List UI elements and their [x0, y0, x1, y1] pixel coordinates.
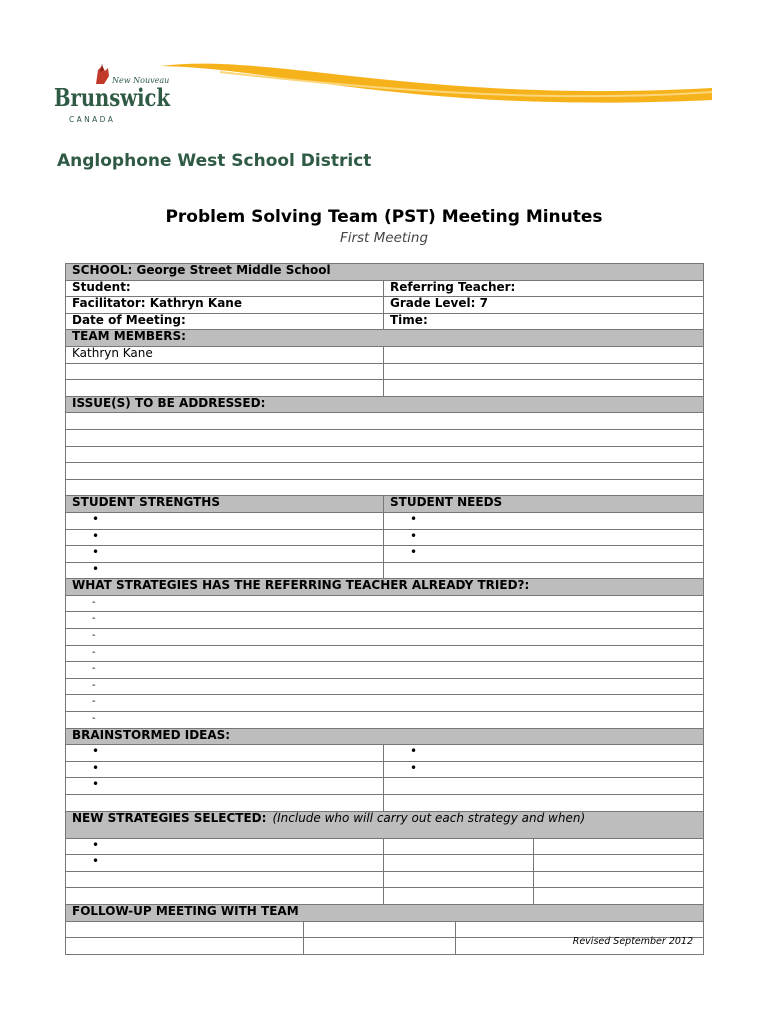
strength-item[interactable]: •	[66, 562, 384, 579]
strength-item[interactable]: •	[66, 512, 384, 529]
student-needs-header: STUDENT NEEDS	[384, 496, 704, 513]
strategy-tried-row[interactable]: -	[66, 712, 704, 729]
issues-header: ISSUE(S) TO BE ADDRESSED:	[66, 396, 704, 413]
new-strategy-when[interactable]	[534, 855, 704, 872]
followup-header: FOLLOW-UP MEETING WITH TEAM	[66, 904, 704, 921]
idea-item[interactable]: •	[384, 761, 704, 778]
header-swoosh	[160, 58, 712, 128]
page-subtitle: First Meeting	[339, 230, 429, 246]
idea-item[interactable]: •	[66, 745, 384, 762]
new-strategy-who[interactable]	[384, 855, 534, 872]
school-field: SCHOOL: George Street Middle School	[66, 264, 704, 281]
strategy-tried-row[interactable]: -	[66, 662, 704, 679]
revision-note: Revised September 2012	[572, 936, 693, 947]
strength-item[interactable]: •	[66, 529, 384, 546]
team-member-cell[interactable]	[384, 346, 704, 363]
new-strategy-who[interactable]	[384, 838, 534, 855]
idea-item[interactable]	[384, 778, 704, 795]
brainstormed-ideas-header: BRAINSTORMED IDEAS:	[66, 728, 704, 745]
logo-tagline: New Nouveau	[112, 76, 170, 85]
need-item[interactable]: •	[384, 512, 704, 529]
grade-level-field[interactable]: Grade Level: 7	[384, 297, 704, 314]
need-item[interactable]: •	[384, 529, 704, 546]
new-strategy-item[interactable]	[66, 871, 384, 888]
new-strategy-item[interactable]: •	[66, 855, 384, 872]
idea-item[interactable]	[384, 795, 704, 812]
strategy-tried-row[interactable]: -	[66, 595, 704, 612]
logo-country: C A N A D A	[69, 115, 113, 124]
issue-row[interactable]	[66, 413, 704, 430]
strength-item[interactable]: •	[66, 546, 384, 563]
student-field[interactable]: Student:	[66, 280, 384, 297]
district-name: Anglophone West School District	[57, 151, 372, 171]
new-brunswick-logo	[52, 62, 177, 127]
idea-item[interactable]: •	[66, 778, 384, 795]
strategy-tried-row[interactable]: -	[66, 612, 704, 629]
strategy-tried-row[interactable]: -	[66, 695, 704, 712]
idea-item[interactable]	[66, 795, 384, 812]
issue-row[interactable]	[66, 463, 704, 480]
new-strategy-item[interactable]: •	[66, 838, 384, 855]
strategy-tried-row[interactable]: -	[66, 645, 704, 662]
new-strategy-when[interactable]	[534, 888, 704, 905]
strategies-tried-header: WHAT STRATEGIES HAS THE REFERRING TEACHER ALREADY TRIED?:	[66, 579, 704, 596]
team-members-header: TEAM MEMBERS:	[66, 330, 704, 347]
team-member-cell[interactable]	[384, 363, 704, 380]
need-item[interactable]: •	[384, 546, 704, 563]
new-strategies-label: NEW STRATEGIES SELECTED:	[72, 810, 267, 825]
followup-cell[interactable]	[66, 938, 304, 955]
issue-row[interactable]	[66, 479, 704, 496]
new-strategies-note: (Include who will carry out each strategy and when)	[272, 810, 586, 825]
idea-item[interactable]: •	[66, 761, 384, 778]
issue-row[interactable]	[66, 446, 704, 463]
new-strategy-who[interactable]	[384, 888, 534, 905]
team-member-cell[interactable]	[66, 380, 384, 397]
page-title: Problem Solving Team (PST) Meeting Minutes	[165, 207, 603, 227]
new-strategy-who[interactable]	[384, 871, 534, 888]
referring-teacher-field[interactable]: Referring Teacher:	[384, 280, 704, 297]
meeting-minutes-form	[65, 263, 704, 955]
time-field[interactable]: Time:	[384, 313, 704, 330]
strategy-tried-row[interactable]: -	[66, 629, 704, 646]
issue-row[interactable]	[66, 429, 704, 446]
logo-wordmark: Brunswick	[54, 83, 172, 112]
strategy-tried-row[interactable]: -	[66, 678, 704, 695]
followup-cell[interactable]	[304, 938, 456, 955]
new-strategy-when[interactable]	[534, 838, 704, 855]
need-item[interactable]	[384, 562, 704, 579]
date-of-meeting-field[interactable]: Date of Meeting:	[66, 313, 384, 330]
team-member-cell[interactable]	[384, 380, 704, 397]
new-strategy-when[interactable]	[534, 871, 704, 888]
facilitator-field[interactable]: Facilitator: Kathryn Kane	[66, 297, 384, 314]
team-member-cell[interactable]	[66, 363, 384, 380]
new-strategy-item[interactable]	[66, 888, 384, 905]
team-member-cell[interactable]: Kathryn Kane	[66, 346, 384, 363]
followup-cell[interactable]	[66, 921, 304, 938]
followup-cell[interactable]	[304, 921, 456, 938]
new-strategies-header	[66, 811, 704, 838]
idea-item[interactable]: •	[384, 745, 704, 762]
student-strengths-header: STUDENT STRENGTHS	[66, 496, 384, 513]
